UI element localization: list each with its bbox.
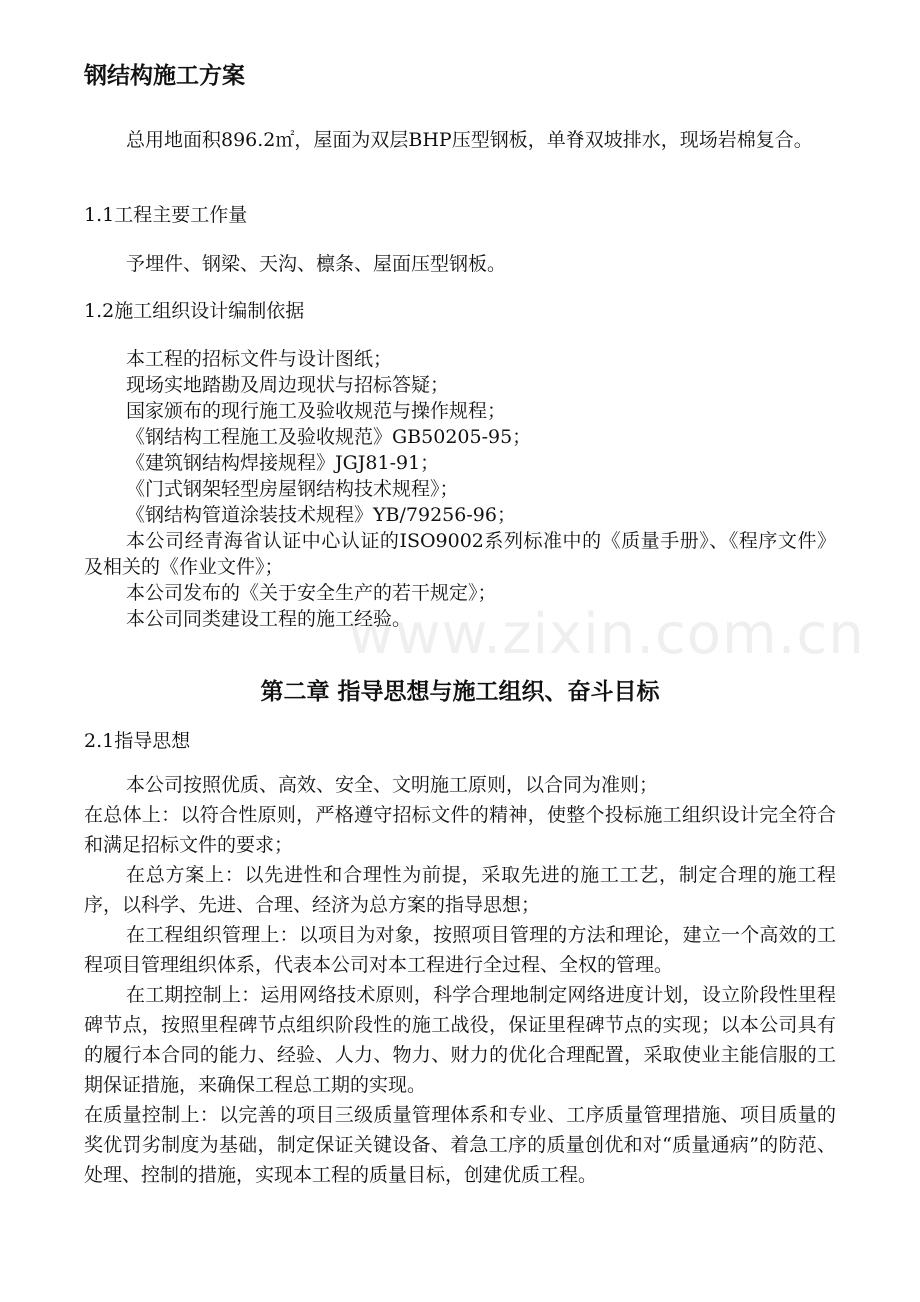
intro-paragraph: 总用地面积896.2㎡，屋面为双层BHP压型钢板，单脊双坡排水，现场岩棉复合。 <box>126 129 813 151</box>
guiding-paragraph: 在工程组织管理上：以项目为对象，按照项目管理的方法和理论，建立一个高效的工程项目管理组织体系，代表本公司对本工程进行全过程、全权的管理。 <box>84 924 836 976</box>
basis-item: 《建筑钢结构焊接规程》JGJ81-91； <box>126 452 440 474</box>
watermark: www.zixin.com.cn <box>348 602 865 667</box>
guiding-paragraph: 在总方案上：以先进性和合理性为前提，采取先进的施工工艺，制定合理的施工程序，以科学、先进、合理、经济为总方案的指导思想； <box>84 864 836 916</box>
guiding-paragraph: 本公司按照优质、高效、安全、文明施工原则，以合同为准则； <box>126 774 659 796</box>
guiding-ideas-block <box>84 770 836 1190</box>
basis-item: 《钢结构管道涂装技术规程》YB/79256-96； <box>126 504 516 526</box>
section-1-1-text: 予埋件、钢梁、天沟、檩条、屋面压型钢板。 <box>126 253 507 275</box>
section-heading-2-1: 2.1指导思想 <box>84 730 191 752</box>
basis-list <box>84 346 836 632</box>
basis-item: 《门式钢架轻型房屋钢结构技术规程》； <box>126 478 459 500</box>
guiding-paragraph: 在工期控制上：运用网络技术原则，科学合理地制定网络进度计划，设立阶段性里程碑节点，按照里程碑节点组织阶段性的施工战役，保证里程碑节点的实现；以本公司具有的履行本合同的能力、经验、人力、物力、财力的优化合理配置，采取使业主能信服的工期保证措施，来确保工程总工期的实现。 <box>84 984 836 1096</box>
section-heading-1-2: 1.2施工组织设计编制依据 <box>84 300 305 322</box>
guiding-paragraph: 在质量控制上：以完善的项目三级质量管理体系和专业、工序质量管理措施、项目质量的奖优罚劣制度为基础，制定保证关键设备、着急工序的质量创优和对“质量通病”的防范、处理、控制的措施，实现本工程的质量目标，创建优质工程。 <box>84 1104 836 1186</box>
basis-item: 本公司经青海省认证中心认证的ISO9002系列标准中的《质量手册》、《程序文件》及相关的《作业文件》； <box>84 530 836 578</box>
document-title: 钢结构施工方案 <box>84 62 245 89</box>
basis-item: 本公司发布的《关于安全生产的若干规定》； <box>126 582 497 604</box>
guiding-paragraph: 在总体上：以符合性原则，严格遵守招标文件的精神，使整个投标施工组织设计完全符合和满足招标文件的要求； <box>84 804 836 856</box>
basis-item: 本工程的招标文件与设计图纸； <box>126 348 393 370</box>
basis-item: 《钢结构工程施工及验收规范》GB50205-95； <box>126 426 532 448</box>
chapter-2-title: 第二章 指导思想与施工组织、奋斗目标 <box>260 678 660 705</box>
basis-item: 现场实地踏勘及周边现状与招标答疑； <box>126 374 450 396</box>
basis-item: 国家颁布的现行施工及验收规范与操作规程； <box>126 400 507 422</box>
section-heading-1-1: 1.1工程主要工作量 <box>84 204 248 226</box>
basis-item: 本公司同类建设工程的施工经验。 <box>126 608 412 630</box>
